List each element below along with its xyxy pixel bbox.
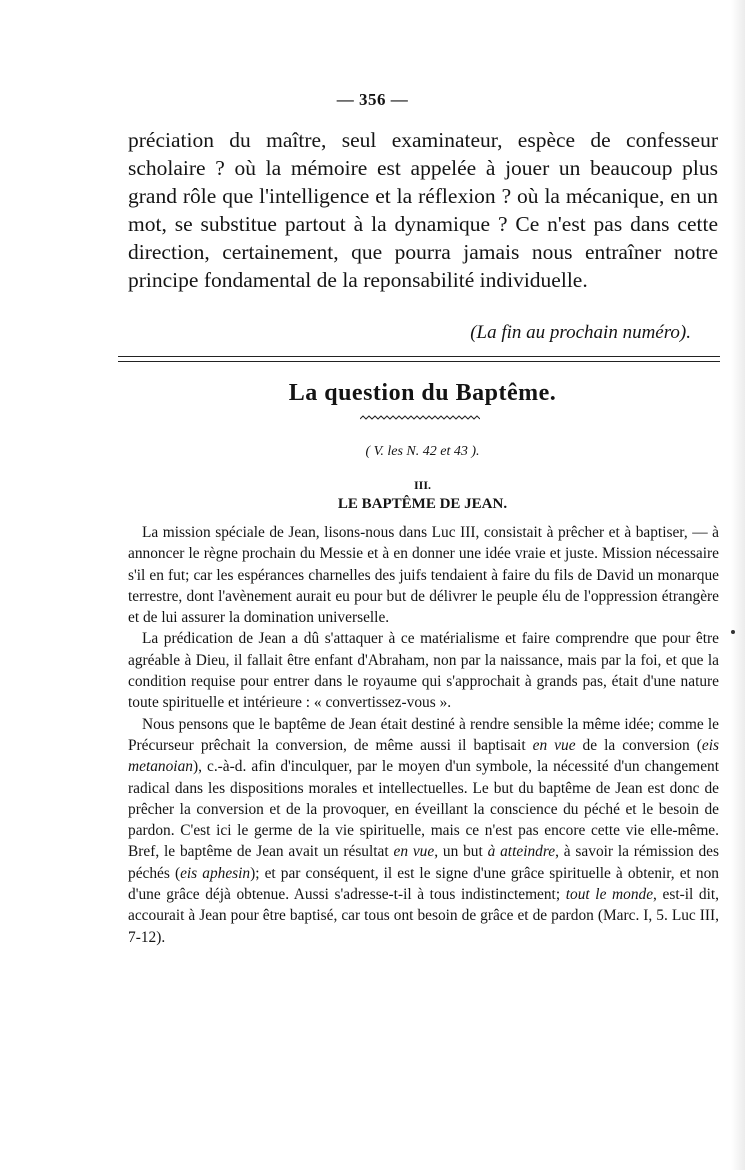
page-number: — 356 —: [336, 90, 409, 109]
text-run: ); et par conséquent, il est le signe d'une grâce spirituelle à obtenir, et non d'une grâce déjà obtenue. Aussi s'adresse-t-il à tous indistinctement;: [128, 864, 719, 904]
page-edge-shadow: [731, 0, 745, 1170]
italic-run: à atteindre: [487, 843, 556, 861]
continuation-note: (La fin au prochain numéro).: [470, 322, 691, 343]
text-run: ), c.-à-d. afin d'inculquer, par le moyen d'un symbole, la nécessité d'un changement radical dans les dispositions morales et intellectuelles. Le but du baptême de Jean est donc de prêcher la conversion et de la provoquer, en éveillant la conscience du péché et le besoin de pardon. C'est ici le germe de la vie spirituelle, mais ce n'est pas encore cette vie elle-même. Bref, le baptême de Jean avait un résultat: [128, 758, 719, 861]
paragraph-2: La prédication de Jean a dû s'attaquer à ce matérialisme et faire comprendre que pour être agréable à Dieu, il fallait être enfant d'Abraham, non par la naissance, mais par la foi, et que la condition requise pour entrer dans le royaume qui s'approchait à grands pas, était d'une nature toute spirituelle et intérieure : « convertissez-vous ».: [128, 630, 719, 712]
title-ornament: [360, 414, 480, 424]
text-run: de la conversion (: [575, 736, 702, 754]
section-divider: [118, 356, 720, 362]
text-run: Nous pensons que le baptême de Jean était destiné à rendre sensible la même idée; comme le Précurseur prêchait la conversion, de même aussi il baptisait: [128, 715, 719, 754]
text-run: , à savoir la rémission des péchés (: [128, 843, 719, 882]
previous-article-text: [128, 126, 718, 294]
italic-run: eis aphesin: [180, 864, 251, 882]
part-number: III.: [413, 478, 431, 492]
previous-article-paragraph: préciation du maître, seul examinateur, espèce de confesseur scholaire ? où la mémoire est appelée à jouer un beaucoup plus grand rôle que l'intelligence et la réflexion ? où la mécanique, en un mot, se substitue partout à la dynamique ? Ce n'est pas dans cette direction, certainement, que pourra jamais nous entraîner notre principe fondamental de la reponsabilité individuelle.: [128, 128, 718, 292]
italic-run: tout le monde: [565, 886, 654, 904]
text-run: , un but: [434, 843, 488, 861]
part-title: LE BAPTÊME DE JEAN.: [337, 496, 508, 512]
text-run: , est-il dit, accourait à Jean pour être baptisé, car tous ont besoin de grâce et de pardon (Marc. I, 5. Luc III, 7-12).: [128, 886, 719, 946]
italic-run: en vue: [393, 843, 435, 861]
italic-run: en vue: [532, 736, 576, 754]
article-body: [128, 522, 719, 948]
reference-note: ( V. les N. 42 et 43 ).: [365, 444, 480, 459]
paragraph-3: [128, 714, 719, 948]
article-title: La question du Baptême.: [288, 380, 557, 406]
margin-dot: [731, 630, 735, 634]
paragraph-1: La mission spéciale de Jean, lisons-nous dans Luc III, consistait à prêcher et à baptiser, — à annoncer le règne prochain du Messie et à en donner une idée vraie et juste. Mission nécessaire s'il en fut; car les espérances charnelles des juifs tendaient à faire du fils de David un monarque terrestre, dont l'avènement aurait eu pour but de délivrer le peuple élu de l'oppression étrangère et de lui assurer la domination universelle.: [128, 524, 719, 627]
italic-run: eis metanoian: [128, 736, 719, 776]
